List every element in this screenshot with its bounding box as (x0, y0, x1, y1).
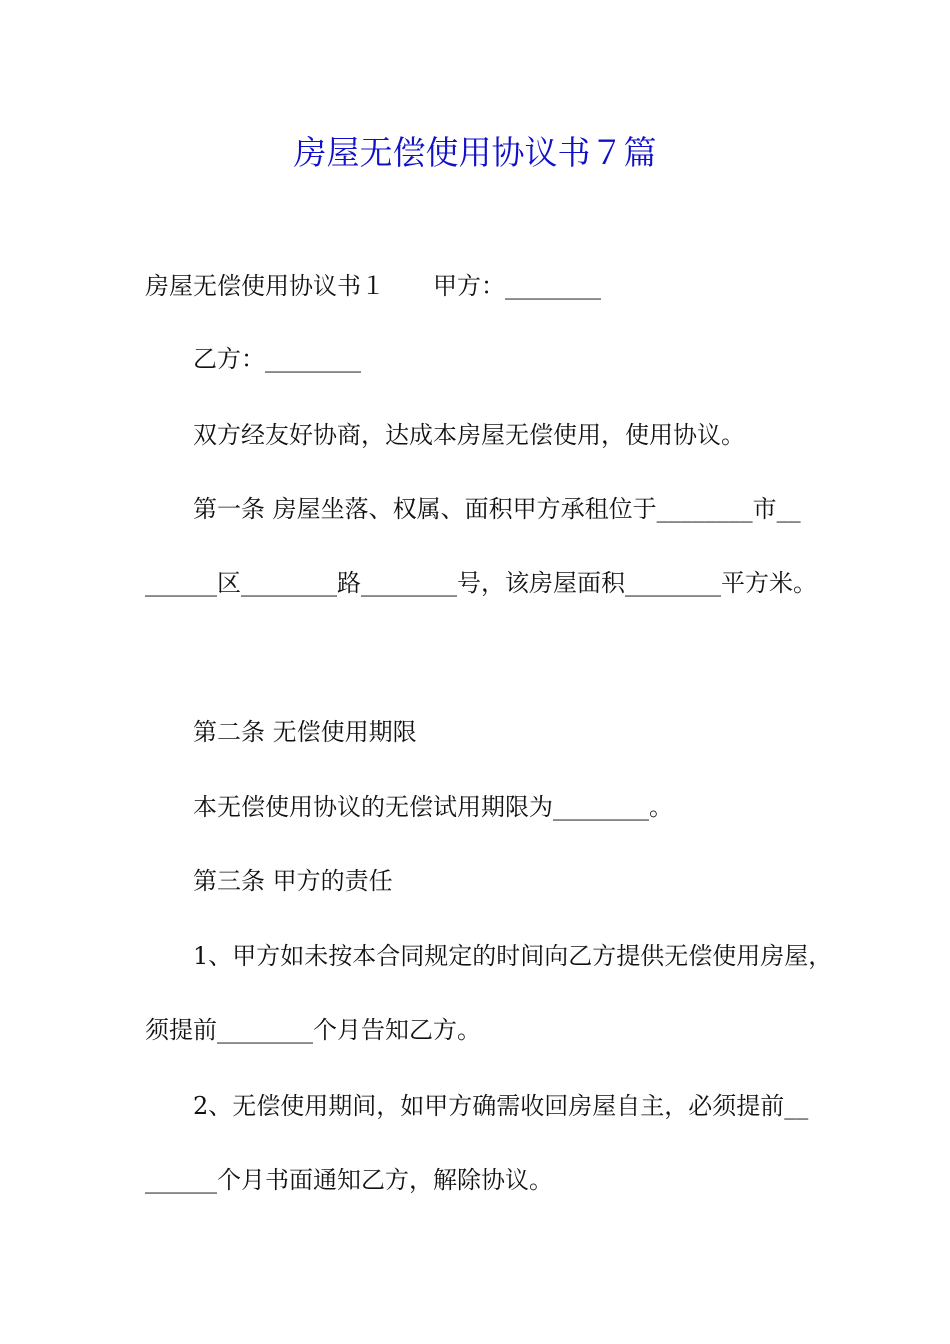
paragraph-line: 房屋无偿使用协议书１ 甲方：________ (145, 272, 601, 300)
section-heading: 第二条 无偿使用期限 (193, 718, 417, 746)
document-title: 房屋无偿使用协议书７篇 (293, 133, 657, 172)
section-heading: 第三条 甲方的责任 (193, 867, 393, 895)
paragraph-line: 须提前________个月告知乙方。 (145, 1016, 481, 1044)
paragraph-line: 双方经友好协商，达成本房屋无偿使用，使用协议。 (193, 421, 745, 449)
paragraph-line: 2、无偿使用期间，如甲方确需收回房屋自主，必须提前__ (193, 1092, 809, 1120)
paragraph-line: 本无偿使用协议的无偿试用期限为________。 (193, 793, 673, 821)
paragraph-line: 1、甲方如未按本合同规定的时间向乙方提供无偿使用房屋， (193, 942, 833, 970)
paragraph-line: 第一条 房屋坐落、权属、面积甲方承租位于________市__ (193, 495, 801, 523)
paragraph-line: ______个月书面通知乙方，解除协议。 (145, 1166, 553, 1194)
paragraph-line: ______区________路________号，该房屋面积________平方米。 (145, 569, 817, 597)
paragraph-line: 乙方：________ (193, 345, 361, 373)
